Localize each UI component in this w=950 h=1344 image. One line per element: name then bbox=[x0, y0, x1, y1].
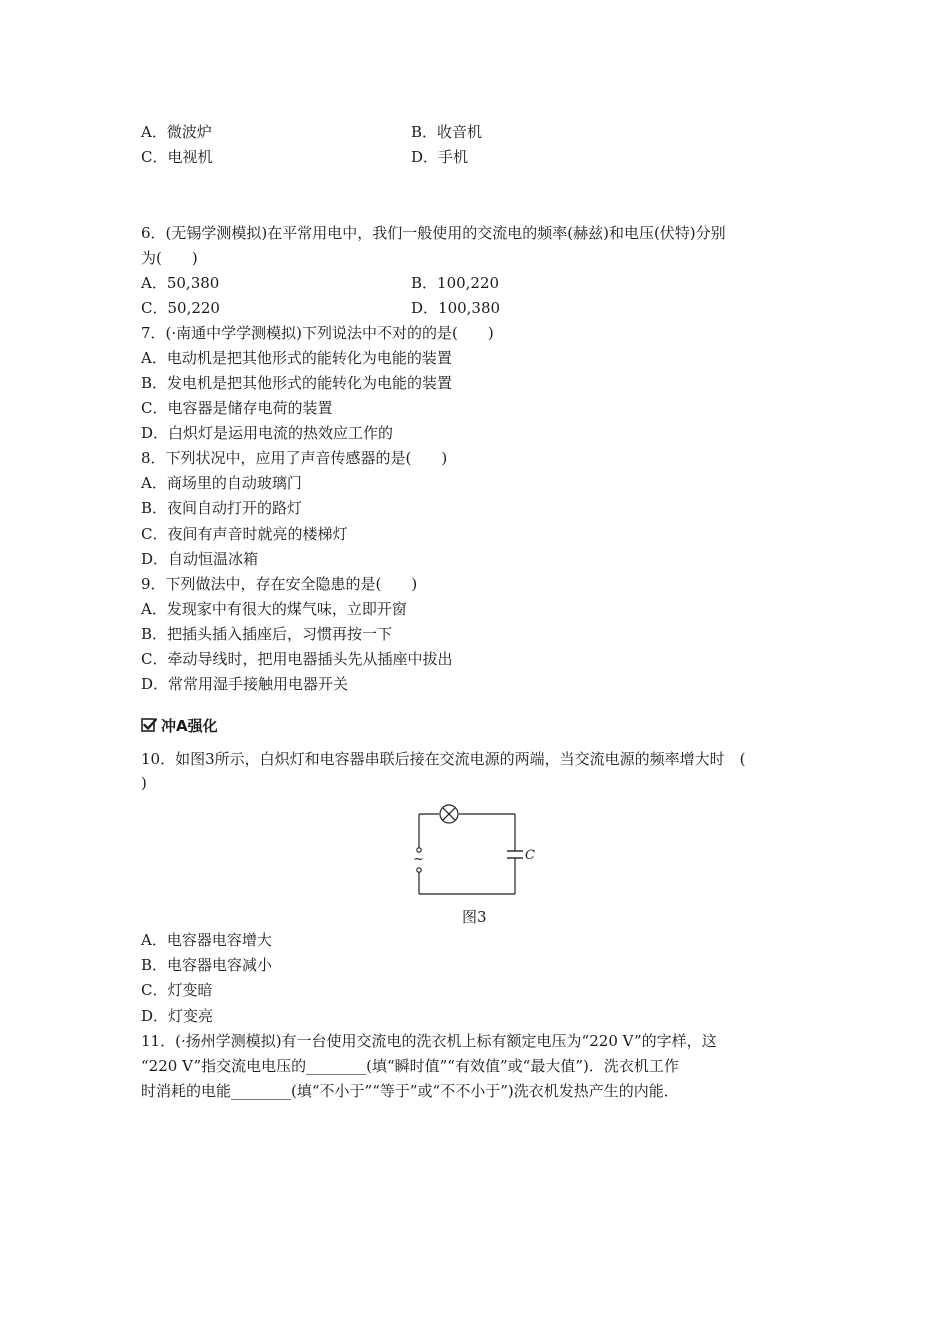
q8-stem: 8．下列状况中，应用了声音传感器的是( ) bbox=[141, 449, 448, 467]
q9-option-d: D．常常用湿手接触用电器开关 bbox=[141, 675, 349, 693]
section-heading-label: 冲A强化 bbox=[161, 716, 218, 735]
section-heading bbox=[141, 714, 218, 736]
q10-option-d: D．灯变亮 bbox=[141, 1007, 214, 1025]
q8-option-b: B．夜间自动打开的路灯 bbox=[141, 499, 303, 517]
q7-option-a: A．电动机是把其他形式的能转化为电能的装置 bbox=[141, 349, 452, 367]
q6-stem-line2: 为( ) bbox=[141, 249, 198, 267]
q7-option-b: B．发电机是把其他形式的能转化为电能的装置 bbox=[141, 374, 453, 392]
capacitor-symbol-icon bbox=[507, 851, 523, 858]
q5-option-b: B．收音机 bbox=[411, 123, 483, 141]
q6-option-c: C．50,220 bbox=[141, 299, 220, 317]
q5-option-c: C．电视机 bbox=[141, 148, 213, 166]
q10-option-b: B．电容器电容减小 bbox=[141, 956, 273, 974]
figure-caption: 图3 bbox=[462, 908, 487, 926]
q5-option-d: D．手机 bbox=[411, 148, 469, 166]
q11-line1: 11．(·扬州学测模拟)有一台使用交流电的洗衣机上标有额定电压为“220 V”的字样，这 bbox=[141, 1032, 717, 1050]
q10-stem-line2: ) bbox=[141, 774, 147, 792]
q6-option-a: A．50,380 bbox=[141, 274, 220, 292]
circuit-diagram bbox=[400, 796, 550, 906]
q9-stem: 9．下列做法中，存在安全隐患的是( ) bbox=[141, 575, 418, 593]
q8-option-c: C．夜间有声音时就亮的楼梯灯 bbox=[141, 525, 348, 543]
q7-option-d: D．白炽灯是运用电流的热效应工作的 bbox=[141, 424, 394, 442]
q9-option-c: C．牵动导线时，把用电器插头先从插座中拔出 bbox=[141, 650, 453, 668]
q11-line2: “220 V”指交流电电压的________(填“瞬时值”“有效值”或“最大值”)．洗衣机工作 bbox=[141, 1057, 679, 1075]
q6-stem-line1: 6．(无锡学测模拟)在平常用电中，我们一般使用的交流电的频率(赫兹)和电压(伏特)分别 bbox=[141, 224, 726, 242]
q5-option-a: A．微波炉 bbox=[141, 123, 212, 141]
q6-option-d: D．100,380 bbox=[411, 299, 501, 317]
q6-option-b: B．100,220 bbox=[411, 274, 500, 292]
lamp-symbol-icon bbox=[440, 805, 458, 823]
ac-source-label: ~ bbox=[413, 852, 424, 867]
q7-option-c: C．电容器是储存电荷的装置 bbox=[141, 399, 333, 417]
capacitor-label: C bbox=[525, 848, 535, 863]
q8-option-d: D．自动恒温冰箱 bbox=[141, 550, 259, 568]
q9-option-a: A．发现家中有很大的煤气味，立即开窗 bbox=[141, 600, 407, 618]
q9-option-b: B．把插头插入插座后，习惯再按一下 bbox=[141, 625, 393, 643]
checkbox-check-icon bbox=[141, 717, 157, 733]
q10-stem-line1: 10．如图3所示，白炽灯和电容器串联后接在交流电源的两端，当交流电源的频率增大时 ( bbox=[141, 750, 746, 768]
q10-option-c: C．灯变暗 bbox=[141, 981, 213, 999]
q8-option-a: A．商场里的自动玻璃门 bbox=[141, 474, 302, 492]
q10-option-a: A．电容器电容增大 bbox=[141, 931, 272, 949]
q7-stem: 7．(·南通中学学测模拟)下列说法中不对的的是( ) bbox=[141, 324, 494, 342]
q11-line3: 时消耗的电能________(填“不小于”“等于”或“不不小于”)洗衣机发热产生的内能． bbox=[141, 1082, 679, 1100]
